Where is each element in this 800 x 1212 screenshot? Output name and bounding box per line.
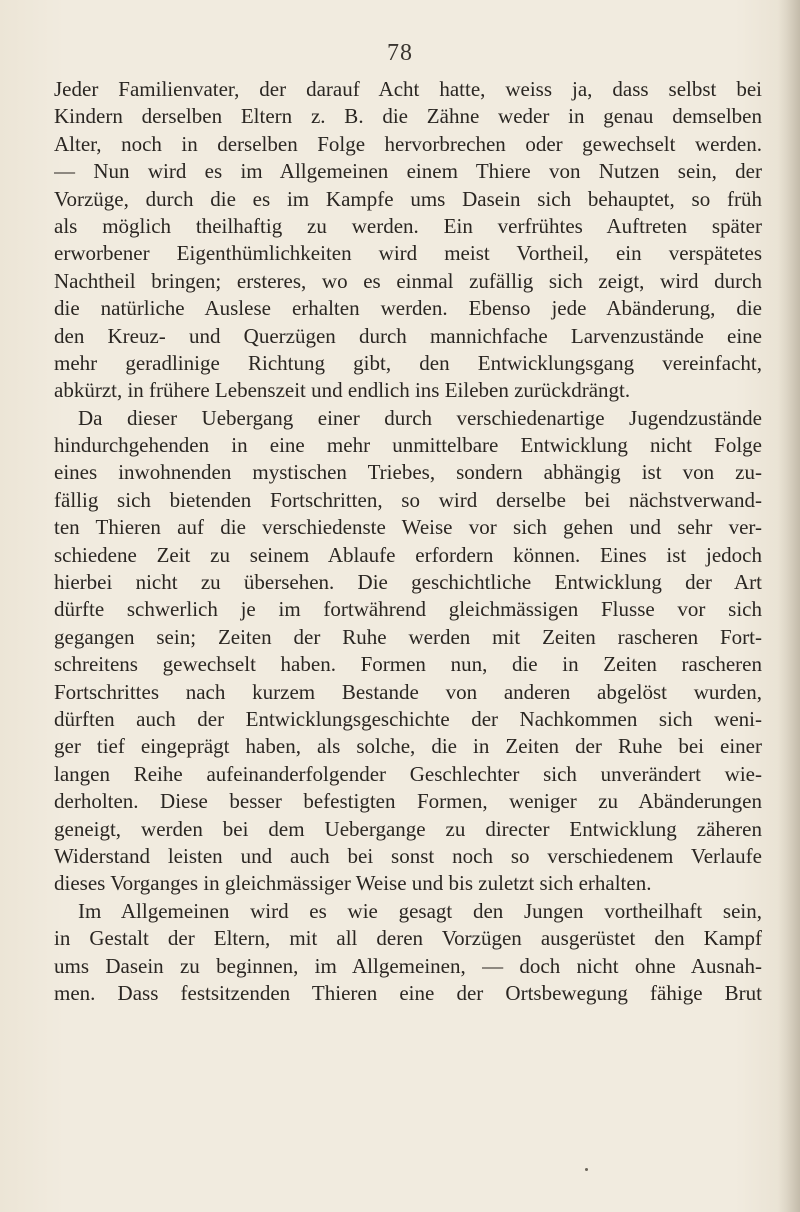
text-line: langen Reihe aufeinanderfolgender Geschlechter sich unverändert wie-	[54, 761, 762, 786]
text-line: Jeder Familienvater, der darauf Acht hatte, weiss ja, dass selbst bei	[54, 77, 762, 101]
page-number: 78	[387, 40, 413, 66]
body-text	[54, 76, 762, 1007]
text-line-paragraph-start: Im Allgemeinen wird es wie gesagt den Jungen vortheilhaft sein,	[78, 898, 762, 923]
text-line: dürften auch der Entwicklungsgeschichte der Nachkommen sich weni-	[54, 706, 762, 731]
text-line: schreitens gewechselt haben. Formen nun, die in Zeiten rascheren	[54, 652, 762, 677]
text-line: eines inwohnenden mystischen Triebes, sondern abhängig ist von zu-	[54, 460, 762, 485]
print-speck	[585, 1168, 588, 1171]
text-line: in Gestalt der Eltern, mit all deren Vorzügen ausgerüstet den Kampf	[54, 926, 762, 951]
text-line: — Nun wird es im Allgemeinen einem Thiere von Nutzen sein, der	[54, 159, 762, 184]
text-line: dieses Vorganges in gleichmässiger Weise und bis zuletzt sich erhalten.	[54, 871, 652, 896]
text-line: mehr geradlinige Richtung gibt, den Entwicklungsgang vereinfacht,	[54, 350, 762, 375]
text-line: geneigt, werden bei dem Uebergange zu directer Entwicklung zäheren	[54, 816, 762, 841]
text-line: hindurchgehenden in eine mehr unmittelbare Entwicklung nicht Folge	[54, 433, 762, 458]
text-line-paragraph-start: Da dieser Uebergang einer durch verschiedenartige Jugendzustände	[78, 405, 762, 430]
text-line: Alter, noch in derselben Folge hervorbrechen oder gewechselt werden.	[54, 131, 762, 156]
text-line: men. Dass festsitzenden Thieren eine der Ortsbewegung fähige Brut	[54, 980, 762, 1005]
text-line: Vorzüge, durch die es im Kampfe ums Dasein sich behauptet, so früh	[54, 186, 762, 211]
text-line: ums Dasein zu beginnen, im Allgemeinen, — doch nicht ohne Ausnah-	[54, 953, 762, 978]
text-line: die natürliche Auslese erhalten werden. Ebenso jede Abänderung, die	[54, 296, 762, 321]
text-line: erworbener Eigenthümlichkeiten wird meist Vortheil, ein verspätetes	[54, 241, 762, 266]
text-line: schiedene Zeit zu seinem Ablaufe erfordern können. Eines ist jedoch	[54, 542, 762, 567]
text-line: dürfte schwerlich je im fortwährend gleichmässigen Flusse vor sich	[54, 597, 762, 622]
text-line: Nachtheil bringen; ersteres, wo es einmal zufällig sich zeigt, wird durch	[54, 268, 762, 293]
text-line: Widerstand leisten und auch bei sonst noch so verschiedenem Verlaufe	[54, 843, 762, 868]
text-line: ger tief eingeprägt haben, als solche, die in Zeiten der Ruhe bei einer	[54, 734, 762, 759]
page-edge-shadow	[778, 0, 800, 1212]
text-line: ten Thieren auf die verschiedenste Weise vor sich gehen und sehr ver-	[54, 515, 762, 540]
text-line: als möglich theilhaftig zu werden. Ein verfrühtes Auftreten später	[54, 213, 762, 238]
text-line: derholten. Diese besser befestigten Formen, weniger zu Abänderungen	[54, 789, 762, 814]
text-line: hierbei nicht zu übersehen. Die geschichtliche Entwicklung der Art	[54, 570, 762, 595]
text-line: den Kreuz- und Querzügen durch mannichfache Larvenzustände eine	[54, 323, 762, 348]
text-line: gegangen sein; Zeiten der Ruhe werden mit Zeiten rascheren Fort-	[54, 624, 762, 649]
text-line: abkürzt, in frühere Lebenszeit und endlich ins Eileben zurückdrängt.	[54, 378, 631, 403]
text-line: Kindern derselben Eltern z. B. die Zähne weder in genau demselben	[54, 104, 762, 129]
text-line: fällig sich bietenden Fortschritten, so wird derselbe bei nächstverwand-	[54, 487, 762, 512]
text-line: Fortschrittes nach kurzem Bestande von anderen abgelöst wurden,	[54, 679, 762, 704]
